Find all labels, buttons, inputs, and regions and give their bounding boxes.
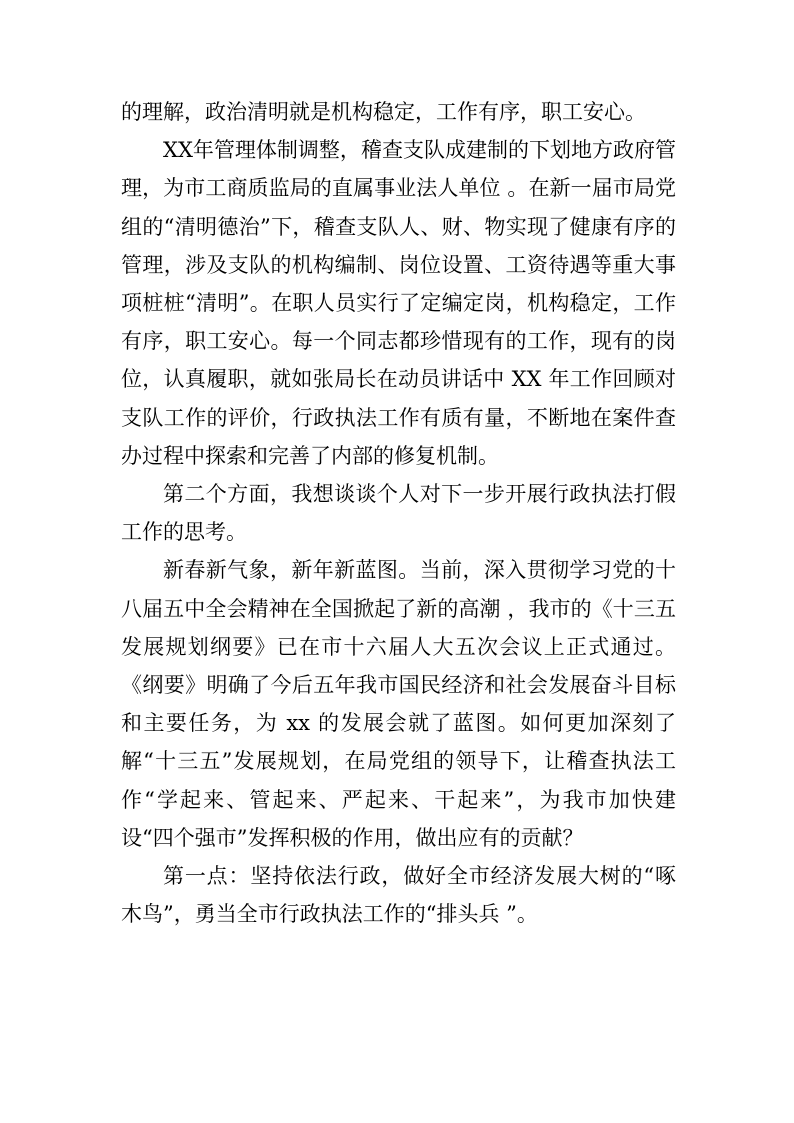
document-body	[121, 93, 676, 933]
paragraph-continuation: 的理解，政治清明就是机构稳定，工作有序，职工安心。	[121, 100, 646, 124]
paragraph-first-point: 第一点：坚持依法行政，做好全市经济发展大树的“啄木鸟”，勇当全市行政执法工作的“排头兵 ”。	[121, 864, 676, 927]
paragraph-new-year-blueprint: 新春新气象，新年新蓝图。当前，深入贯彻学习党的十八届五中全会精神在全国掀起了新的高潮 ，我市的《十三五发展规划纲要》已在市十六届人大五次会议上正式通过。《纲要》明确了今后五年我市国民经济和社会发展奋斗目标和主要任务，为 xx 的发展会就了蓝图。如何更加深刻了解“十三五”发展规划，在局党组的领导下，让稽查执法工作“学起来、管起来、严起来、干起来”，为我市加快建设“四个强市”发挥积极的作用，做出应有的贡献？	[121, 558, 676, 850]
paragraph-second-aspect: 第二个方面，我想谈谈个人对下一步开展行政执法打假工作的思考。	[121, 482, 676, 545]
paragraph-system-adjustment: XX年管理体制调整，稽查支队成建制的下划地方政府管理，为市工商质监局的直属事业法人单位 。在新一届市局党组的“清明德治”下，稽查支队人、财、物实现了健康有序的管理，涉及支队的机构编制、岗位设置、工资待遇等重大事项桩桩“清明”。在职人员实行了定编定岗，机构稳定，工作有序，职工安心。每一个同志都珍惜现有的工作，现有的岗位，认真履职，就如张局长在动员讲话中 XX 年工作回顾对支队工作的评价，行政执法工作有质有量，不断地在案件查办过程中探索和完善了内部的修复机制。	[121, 138, 676, 468]
